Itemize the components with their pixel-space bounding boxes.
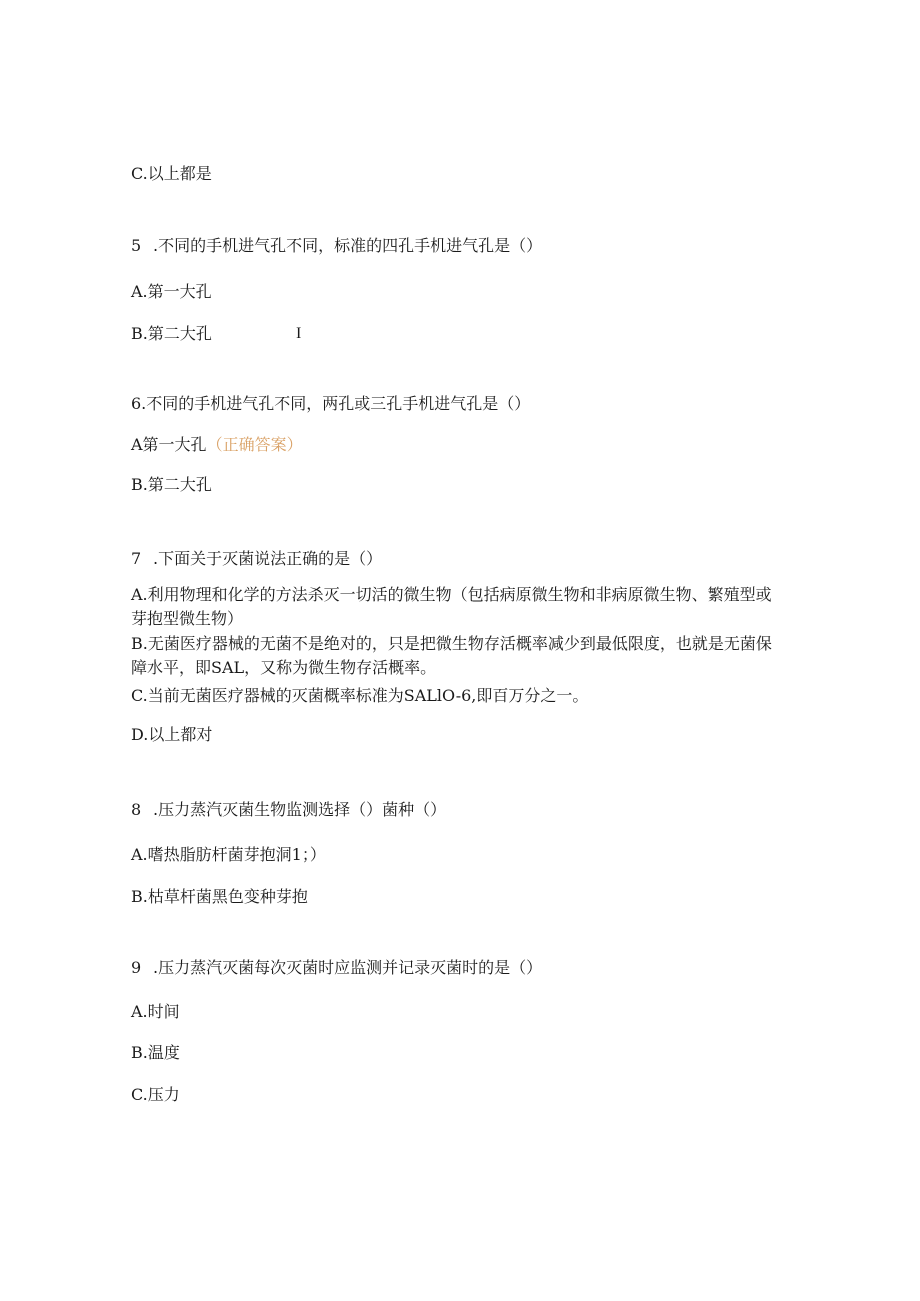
q7-number: 7	[131, 549, 142, 568]
q8-option-a: A.嗜热脂肪杆菌芽抱洞1；）	[131, 845, 326, 864]
q7-option-d: D.以上都对	[131, 725, 213, 744]
q5-option-b: B.第二大孔	[131, 324, 212, 343]
q4-option-c: C.以上都是	[131, 164, 212, 183]
q6-option-a	[131, 435, 303, 455]
q6-correct-answer-tag: （正确答案）	[206, 435, 303, 454]
q7-option-b: B.无菌医疗器械的无菌不是绝对的，只是把微生物存活概率减少到最低限度，也就是无菌保障水平，即SAL，又称为微生物存活概率。	[131, 634, 772, 677]
q9-option-b: B.温度	[131, 1043, 180, 1062]
q7-stem: .下面关于灭菌说法正确的是（）	[153, 549, 383, 568]
q9-option-c: C.压力	[131, 1085, 180, 1104]
q9-option-a: A.时间	[131, 1002, 180, 1021]
q5-stem: .不同的手机进气孔不同，标准的四孔手机进气孔是（）	[153, 236, 543, 255]
q9-stem: .压力蒸汽灭菌每次灭菌时应监测并记录灭菌时的是（）	[153, 958, 543, 977]
q7-question	[131, 549, 382, 569]
q7-option-c: C.当前无菌医疗器械的灭菌概率标准为SALlO-6,即百万分之一。	[131, 686, 589, 705]
q8-stem: .压力蒸汽灭菌生物监测选择（）菌种（）	[153, 800, 447, 819]
q5-question	[131, 236, 542, 256]
q9-number: 9	[131, 958, 142, 977]
q5-option-a: A.第一大孔	[131, 282, 212, 301]
q9-question	[131, 958, 542, 978]
q8-option-b: B.枯草杆菌黑色变种芽抱	[131, 887, 308, 906]
q7-option-a: A.利用物理和化学的方法杀灭一切活的微生物（包括病原微生物和非病原微生物、繁殖型或芽抱型微生物）	[131, 585, 772, 628]
q6-stem: 6.不同的手机进气孔不同，两孔或三孔手机进气孔是（）	[131, 394, 531, 413]
q5-number: 5	[131, 236, 142, 255]
q6-option-a-text: A第一大孔	[131, 435, 207, 454]
q5-stray-mark: I	[296, 325, 302, 342]
q8-question	[131, 800, 446, 820]
q6-option-b: B.第二大孔	[131, 475, 212, 494]
q8-number: 8	[131, 800, 142, 819]
